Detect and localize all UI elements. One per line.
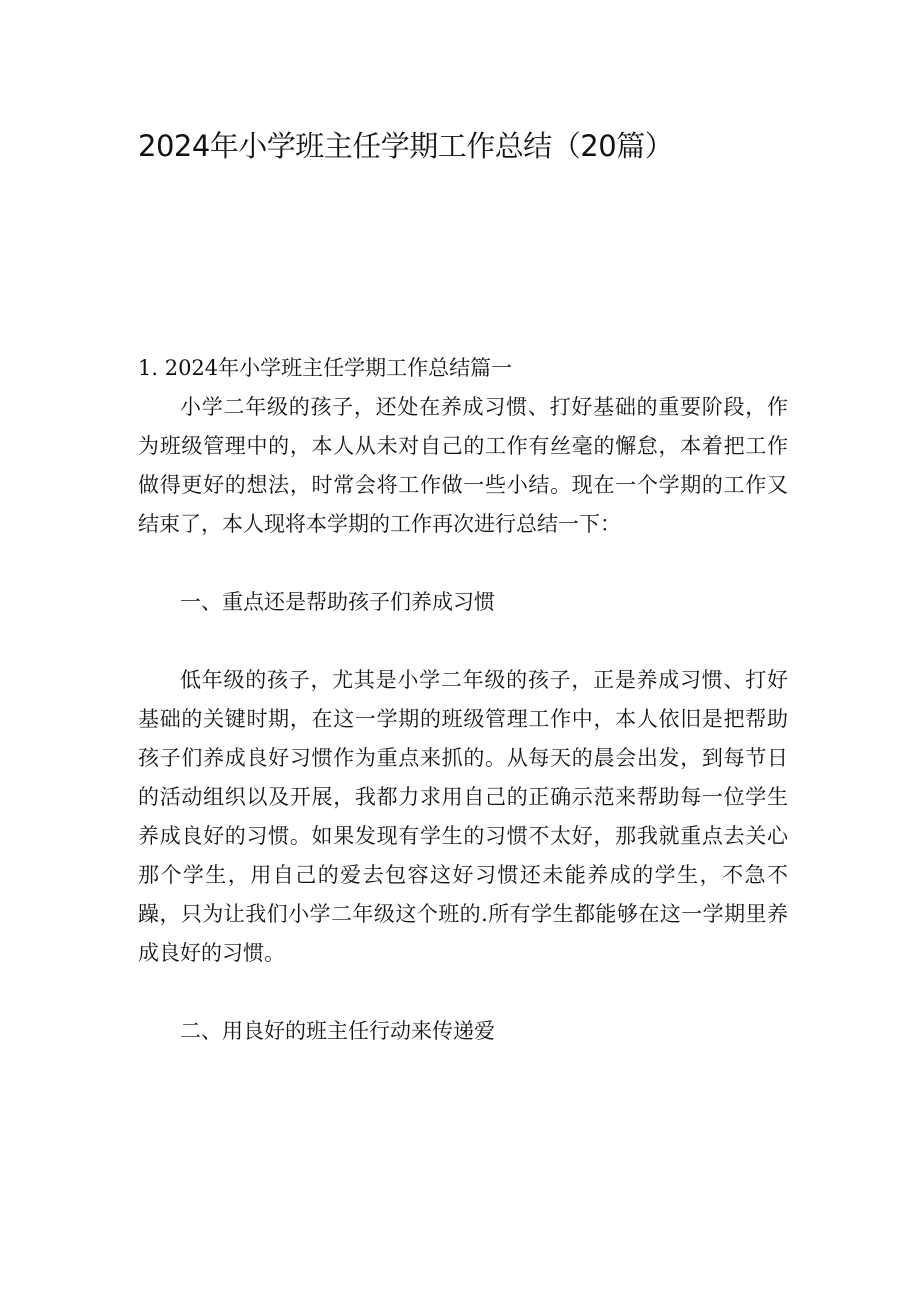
section-heading: 1. 2024年小学班主任学期工作总结篇一 [138, 356, 513, 380]
blank-line [138, 622, 788, 661]
document-title: 2024年小学班主任学期工作总结（20篇） [138, 129, 674, 163]
blank-line [138, 544, 788, 583]
intro-paragraph: 小学二年级的孩子，还处在养成习惯、打好基础的重要阶段，作为班级管理中的，本人从未对自己的工作有丝毫的懈怠，本着把工作做得更好的想法，时常会将工作做一些小结。现在一个学期的工作又结束了，本人现将本学期的工作再次进行总结一下： [138, 395, 788, 536]
blank-line [138, 973, 788, 1012]
document-body [138, 349, 788, 1051]
subheading-love: 二、用良好的班主任行动来传递爱 [180, 1019, 495, 1043]
subheading-habits: 一、重点还是帮助孩子们养成习惯 [180, 590, 495, 614]
paragraph-habits: 低年级的孩子，尤其是小学二年级的孩子，正是养成习惯、打好基础的关键时期，在这一学期的班级管理工作中，本人依旧是把帮助孩子们养成良好习惯作为重点来抓的。从每天的晨会出发，到每节日的活动组织以及开展，我都力求用自己的正确示范来帮助每一位学生养成良好的习惯。如果发现有学生的习惯不太好，那我就重点去关心那个学生，用自己的爱去包容这好习惯还未能养成的学生，不急不躁，只为让我们小学二年级这个班的.所有学生都能够在这一学期里养成良好的习惯。 [138, 668, 788, 965]
